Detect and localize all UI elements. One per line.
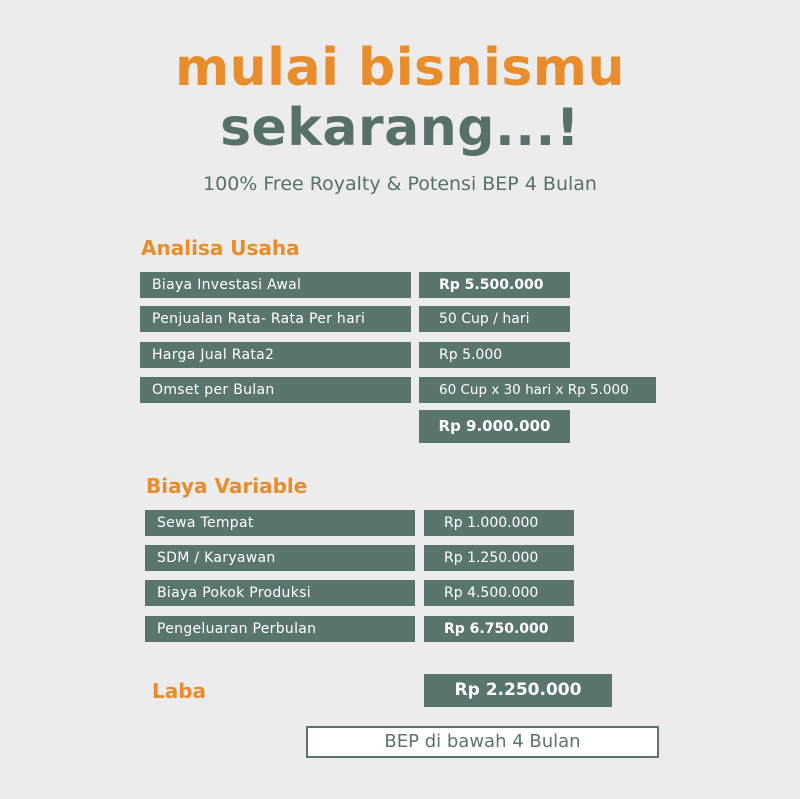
analisa-value: 50 Cup / hari — [419, 306, 570, 332]
variable-value: Rp 1.250.000 — [424, 545, 574, 571]
analisa-label: Omset per Bulan — [140, 377, 411, 403]
analisa-title: Analisa Usaha — [141, 236, 300, 260]
omset-total: Rp 9.000.000 — [419, 410, 570, 443]
analisa-value: 60 Cup x 30 hari x Rp 5.000 — [419, 377, 656, 403]
variable-label: Sewa Tempat — [145, 510, 415, 536]
subtitle: 100% Free Royalty & Potensi BEP 4 Bulan — [203, 173, 597, 195]
variable-label: SDM / Karyawan — [145, 545, 415, 571]
laba-title: Laba — [152, 679, 207, 703]
variable-value: Rp 4.500.000 — [424, 580, 574, 606]
analisa-value: Rp 5.000 — [419, 342, 570, 368]
analisa-value: Rp 5.500.000 — [419, 272, 570, 298]
variable-label: Pengeluaran Perbulan — [145, 616, 415, 642]
headline-line1: mulai bisnismu — [174, 38, 626, 98]
variable-label: Biaya Pokok Produksi — [145, 580, 415, 606]
analisa-label: Penjualan Rata- Rata Per hari — [140, 306, 411, 332]
analisa-label: Biaya Investasi Awal — [140, 272, 411, 298]
variable-title: Biaya Variable — [146, 474, 308, 498]
variable-value: Rp 1.000.000 — [424, 510, 574, 536]
pengeluaran-total: Rp 6.750.000 — [424, 616, 574, 642]
bep-badge: BEP di bawah 4 Bulan — [306, 726, 659, 758]
laba-value: Rp 2.250.000 — [424, 674, 612, 707]
analisa-label: Harga Jual Rata2 — [140, 342, 411, 368]
headline-line2: sekarang...! — [220, 98, 580, 158]
